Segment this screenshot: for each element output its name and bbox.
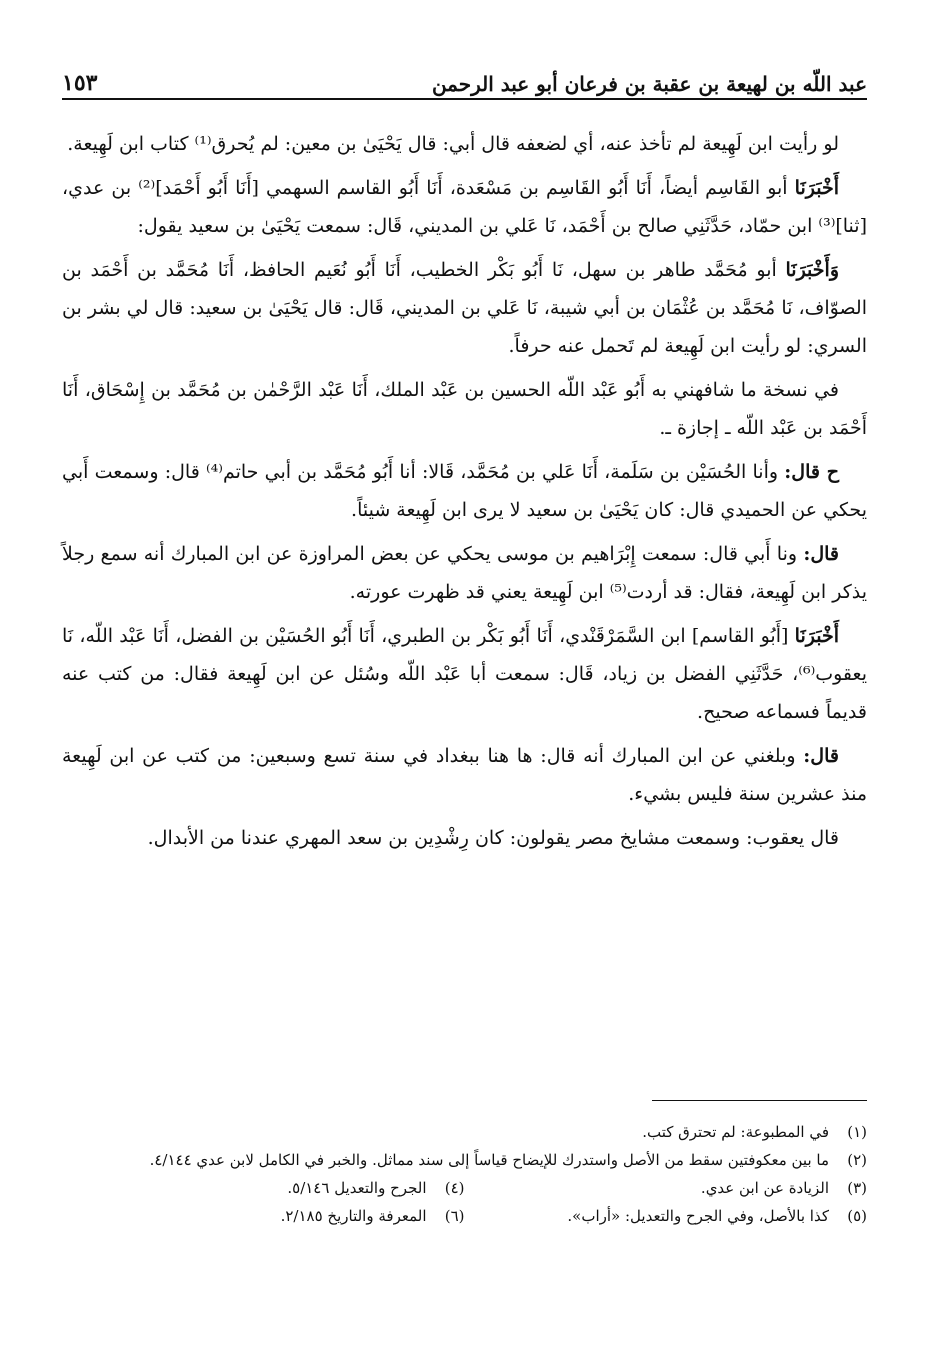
footnotes xyxy=(62,1118,867,1230)
footnote-number: (١) xyxy=(847,1123,867,1141)
footnote-number: (٢) xyxy=(847,1151,867,1169)
footnote-number: (٤) xyxy=(444,1179,465,1197)
footnote xyxy=(62,1174,465,1202)
paragraph-lead: أَخْبَرَنَا xyxy=(794,177,839,199)
page-number: ١٥٣ xyxy=(62,70,98,96)
footnote-number: (٣) xyxy=(847,1179,867,1197)
paragraph-text: ونا أَبي قال: سمعت إِبْرَاهيم بن موسى يحكي عن بعض المراوزة عن ابن المبارك أنه سمع رجلاً يذكر ابن لَهِيعة، فقال: قد أردت⁽⁵⁾ ابن لَهِيعة يعني قد ظهرت عورته. xyxy=(62,543,867,603)
paragraph xyxy=(62,737,867,813)
paragraph-text: لو رأيت ابن لَهِيعة لم تأخذ عنه، أي لضعفه قال أبي: قال يَحْيَىٰ بن معين: لم يُحرق⁽¹⁾ كتاب ابن لَهِيعة. xyxy=(67,133,839,155)
footnote-text: كذا بالأصل، وفي الجرح والتعديل: «أراب». xyxy=(567,1207,829,1225)
footnote-text: ما بين معكوفتين سقط من الأصل واستدرك للإيضاح قياساً إلى سند مماثل. والخبر في الكامل لابن عدي ٤/١٤٤. xyxy=(149,1151,829,1169)
paragraph-lead: قال: xyxy=(803,745,839,767)
running-title: عبد اللّه بن لهيعة بن عقبة بن فرعان أبو عبد الرحمن xyxy=(431,72,867,96)
footnote xyxy=(62,1146,867,1174)
paragraph xyxy=(62,819,867,857)
footnote xyxy=(62,1202,465,1230)
footnote-pair xyxy=(62,1202,867,1230)
paragraph-lead: أَخْبَرَنَا xyxy=(794,625,839,647)
paragraph xyxy=(62,617,867,731)
paragraph xyxy=(62,251,867,365)
paragraph xyxy=(62,453,867,529)
main-text xyxy=(62,125,867,863)
header-rule xyxy=(62,98,867,100)
paragraph-text: وأنا الحُسَيْن بن سَلَمة، أَنَا عَلي بن مُحَمَّد، قَالا: أنا أَبُو مُحَمَّد بن أبي حاتم⁽⁴⁾ قال: وسمعت أَبي يحكي عن الحميدي قال: كان يَحْيَىٰ بن سعيد لا يرى ابن لَهِيعة شيئاً. xyxy=(62,461,867,521)
paragraph-lead: وَأَخْبَرَنَا xyxy=(785,259,839,281)
footnote xyxy=(465,1174,868,1202)
paragraph xyxy=(62,535,867,611)
footnote-text: المعرفة والتاريخ ٢/١٨٥. xyxy=(280,1207,427,1225)
paragraph xyxy=(62,125,867,163)
footnote-text: في المطبوعة: لم تحترق كتب. xyxy=(642,1123,829,1141)
paragraph-text: أبو مُحَمَّد طاهر بن سهل، نَا أَبُو بَكْر الخطيب، أَنَا أَبُو نُعَيم الحافظ، أَنَا مُحَمَّد بن أَحْمَد بن الصوّاف، نَا مُحَمَّد بن عُثْمَان بن أبي شيبة، نَا عَلي بن المديني، قَال: قال يَحْيَىٰ بن سعيد: قال لي بشر بن السري: لو رأيت ابن لَهِيعة لم تَحمل عنه حرفاً. xyxy=(62,259,867,357)
paragraph-lead: ح قال: xyxy=(784,461,840,483)
footnote-number: (٥) xyxy=(847,1207,867,1225)
footnote-number: (٦) xyxy=(444,1207,465,1225)
paragraph-text: أبو القَاسِم أيضاً، أَنَا أَبُو القَاسِم بن مَسْعَدة، أَنَا أَبُو القاسم السهمي [أَنَا أَبُو أَحْمَد]⁽²⁾ بن عدي، [ثنا]⁽³⁾ ابن حمّاد، حَدَّثَنِي صالح بن أَحْمَد، نَا عَلي بن المديني، قَال: سمعت يَحْيَىٰ بن سعيد يقول: xyxy=(62,177,867,237)
footnote-text: الجرح والتعديل ٥/١٤٦. xyxy=(287,1179,427,1197)
paragraph-text: [أَبُو القاسم] ابن السَّمَرْقَنْدي، أَنَا أَبُو بَكْر بن الطبري، أَنَا أَبُو الحُسَيْن بن الفضل، أَنَا عَبْد اللّه، نَا يعقوب⁽⁶⁾، حَدَّثَنِي الفضل بن زياد، قَال: سمعت أبا عَبْد اللّه وسُئل عن ابن لَهِيعة فقال: من كتب عنه قديماً فسماعه صحيح. xyxy=(62,625,867,723)
paragraph-text: وبلغني عن ابن المبارك أنه قال: ها هنا ببغداد في سنة تسع وسبعين: من كتب عن ابن لَهِيعة منذ عشرين سنة فليس بشيء. xyxy=(62,745,867,805)
footnote xyxy=(62,1118,867,1146)
page-header xyxy=(62,58,867,96)
footnote xyxy=(465,1202,868,1230)
paragraph-text: قال يعقوب: وسمعت مشايخ مصر يقولون: كان رِشْدِين بن سعد المهري عندنا من الأبدال. xyxy=(147,827,839,849)
paragraph-lead: قال: xyxy=(803,543,840,565)
footnote-pair xyxy=(62,1174,867,1202)
paragraph-text: في نسخة ما شافهني به أَبُو عَبْد اللّه الحسين بن عَبْد الملك، أَنَا عَبْد الرَّحْمٰن بن مُحَمَّد بن إِسْحَاق، أَنَا أَحْمَد بن عَبْد اللّه ـ إجازة ـ. xyxy=(62,379,867,439)
paragraph xyxy=(62,169,867,245)
paragraph xyxy=(62,371,867,447)
footnote-text: الزيادة عن ابن عدي. xyxy=(700,1179,829,1197)
footnote-rule xyxy=(652,1100,867,1101)
